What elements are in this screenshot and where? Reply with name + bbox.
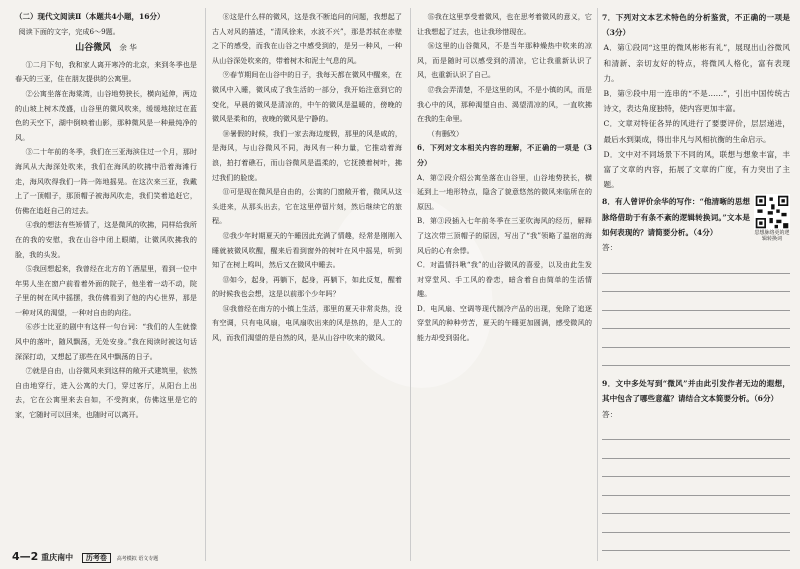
question-stem: 6．下列对文本相关内容的理解，不正确的一项是（3分） bbox=[417, 143, 592, 167]
option-d: D．文中对不同场景下不同的风，联想与想象丰富，丰富了文章的内容，拓展了文章的广度，有力突出了主题。 bbox=[603, 149, 790, 190]
option-a: A．第②段介绍公寓坐落在山谷里，山谷地势狭长，横延到上一地形特点，隐含了貌意悠然的微风来临所在的原因。 bbox=[417, 172, 592, 211]
question-8 bbox=[602, 194, 790, 366]
column-2 bbox=[212, 10, 402, 346]
article-author: 余 华 bbox=[119, 43, 137, 53]
column-4 bbox=[602, 10, 790, 553]
column-1 bbox=[15, 10, 197, 423]
article-title-text: 山谷微风 bbox=[75, 43, 112, 54]
option-b: B．第⑨段中用一连串的“不是……”，引出中国传统古诗文，表达角度独特，使内容更加丰富。 bbox=[603, 89, 790, 114]
paragraph: ⑬如今，起身，再躺下，起身，再躺下，如此反复，醒着的时候我也会想，这是以前那个少年吗？ bbox=[212, 274, 402, 299]
reading-intro: 阅读下面的文字，完成6～9题。 bbox=[18, 26, 120, 36]
paragraph: ⑧这是什么样的微风，这是我不断追问的问题，我想起了古人对风的描述，“清风徐来，水波不兴”，那是苏轼在赤壁之下的感受，而我在山谷之中感受到的，是另一种风，一种从山谷深处吹来的，带着树木和泥土气息的风。 bbox=[212, 12, 402, 65]
answer-lines[interactable] bbox=[602, 255, 790, 366]
paragraph: ②公寓坐落在海棠湾，山谷地势狭长，横向延伸，两边的山坡上树木茂盛，山谷里的微风吹来，缓缓地掠过在蓝色的天空下，湖中倒映着山影，那种微风是一种最纯净的风。 bbox=[15, 88, 197, 142]
source-note: （有删改） bbox=[427, 128, 464, 138]
article-title bbox=[15, 41, 197, 56]
paragraph: ①二月下旬，我和家人离开寒冷的北京，来到冬季也是春天的三亚，住在朋友提供的公寓里。 bbox=[15, 59, 197, 84]
footer-tag: 历考卷 bbox=[82, 553, 111, 563]
paragraph: ⑩暑假的时候，我们一家去海边度假，那里的风是咸的，是海风，与山谷微风不同，海风有一种力量，它推动着海浪，拍打着礁石，而山谷微风是温柔的，它抚摸着树叶，拂过我们的脸庞。 bbox=[212, 128, 402, 182]
column-divider bbox=[205, 8, 206, 561]
answer-label: 答： bbox=[602, 243, 618, 253]
question-9 bbox=[602, 376, 790, 551]
question-stem: 8．有人曾评价余华的写作：“他清晰的思想脉络借助于有条不紊的逻辑转换词。”文本是如何表现的？请简要分析。（4分） bbox=[602, 197, 750, 237]
option-b: B．第③段插入七年前冬季在三亚吹海风的经历，解释了这次带三顶帽子的原因，写出了“我”领略了温宿的海风后的心有余悸。 bbox=[417, 216, 592, 255]
question-7 bbox=[602, 10, 790, 192]
page-number: 4—2 bbox=[12, 550, 39, 563]
answer-label: 答： bbox=[602, 409, 618, 419]
paragraph: ⑭我曾经在南方的小镇上生活，那里的夏天非常炎热，没有空调，只有电风扇，电风扇吹出来的风是热的，是人工的风，而我们渴望的是自然的风，是从山谷中吹来的微风。 bbox=[212, 303, 402, 343]
paragraph: ⑪可是现在微风是自由的，公寓的门窗敞开着，微风从这头进来，从那头出去，它在这里停留片刻，然后继续它的旅程。 bbox=[212, 187, 402, 226]
option-d: D．电风扇、空调等现代制冷产品的出现，免除了追逐穿堂风的种种劳苦，夏天的午睡更加圆满，感受微风的能力却受到弱化。 bbox=[417, 303, 592, 343]
school-name: 重庆南中 bbox=[41, 553, 74, 562]
paragraph: ⑤我回想起来，我曾经在北方的丫酒屋里，看到一位中年男人坐在窗户前看着外面的院子，他坐着一动不动，院子里的树在风中摇摆，我仿佛看到了他的内心世界，那是一种对风的渴望，一种对自由的向往。 bbox=[15, 264, 197, 317]
qr-code[interactable] bbox=[754, 194, 790, 242]
qr-caption: 思想脉络更的逻辑转换词 bbox=[754, 230, 790, 243]
paragraph: ⑥莎士比亚的剧中有这样一句台词：“我们的人生就像风中的落叶，随风飘荡，无处安身。”我在阅读时被这句话深深打动，又想起了那些在风中飘荡的日子。 bbox=[15, 322, 197, 361]
paragraph: ⑰我会弄清楚，不是这里的风，不是小镇的风，而是我心中的风，那种渴望自由、渴望清凉的风，一直吹拂在我的生命里。 bbox=[417, 84, 592, 124]
paragraph: ⑯这里的山谷微风，不是当年那种燥热中吹来的凉风，而是随时可以感受到的清凉，它让我重新认识了风，也重新认识了自己。 bbox=[417, 41, 592, 80]
answer-lines[interactable] bbox=[602, 422, 790, 552]
question-stem: 9．文中多处写到“微风”并由此引发作者无边的遐想，其中包含了哪些意蕴？请结合文本简要分析。（6分） bbox=[602, 379, 790, 404]
option-c: C．文章对特征各异的风进行了要要评价，层层递进，最后水到渠成，得出非凡与风相抗衡的生命启示。 bbox=[603, 119, 790, 144]
question-stem: 7．下列对文本艺术特色的分析鉴赏，不正确的一项是（3分） bbox=[602, 13, 790, 38]
section-title: （二）现代文阅读Ⅱ（本题共4小题，16分） bbox=[15, 12, 165, 21]
paragraph: ③二十年前的冬季，我们在三亚海滨住过一个月，那时海风从大海深处吹来，我们在海风的吹拂中沿着海滩行走，海风吹得我们一阵一阵地摇晃。在这次来三亚，我戴上了一顶帽子，那顶帽子被海风吹走，我们笑着追赶它，仿佛在追赶自己的过去。 bbox=[15, 147, 197, 215]
column-3 bbox=[417, 10, 592, 346]
option-a: A．第①段同“这里的微风彬彬有礼”，展现出山谷微风和清新、亲切友好的特点，将微风人格化，富有表现力。 bbox=[603, 43, 790, 83]
paragraph: ⑮我在这里享受着微风，也在思考着微风的意义，它让我想起了过去，也让我珍惜现在。 bbox=[417, 12, 592, 36]
page-footer bbox=[12, 550, 158, 563]
paragraph: ⑨春节期间在山谷中的日子，我每天都在微风中醒来，在微风中入睡，微风成了我生活的一部分，我开始注意到它的变化，早晨的微风是清凉的，中午的微风是温暖的，傍晚的微风是柔和的，夜晚的微风是宁静的。 bbox=[212, 70, 402, 124]
qr-code-icon bbox=[754, 194, 790, 230]
question-6 bbox=[417, 141, 592, 345]
paragraph: ⑫我少年时期夏天的午睡因此充满了情趣，经常是刚刚入睡就被微风吹醒，醒来后看到窗外的树叶在风中摇晃，听到知了在树上鸣叫，然后又在微风中睡去。 bbox=[212, 230, 402, 270]
paragraph: ⑦就是自由，山谷微风来到这样的敞开式建筑里，依然自由地穿行，进入公寓的大门，穿过客厅，从阳台上出去，它在公寓里来去自如，不受拘束，仿佛这里是它的家，它随时可以回来，也随时可以离开。 bbox=[15, 366, 197, 420]
option-c: C．对温情抖啾“我”的山谷微风的喜爱，以及由此生发对穿堂风、手工风的眷恋，暗含着自由简单的生活情趣。 bbox=[417, 260, 592, 299]
footer-small-text: 高考模拟 语文专题 bbox=[116, 556, 159, 562]
paragraph: ④我的想法有些矫情了，这是微风的吹拂，同样给我所在的我的安慰，我在山谷中闭上眼睛，让微风吹拂我的脸，我的头发。 bbox=[15, 220, 197, 259]
